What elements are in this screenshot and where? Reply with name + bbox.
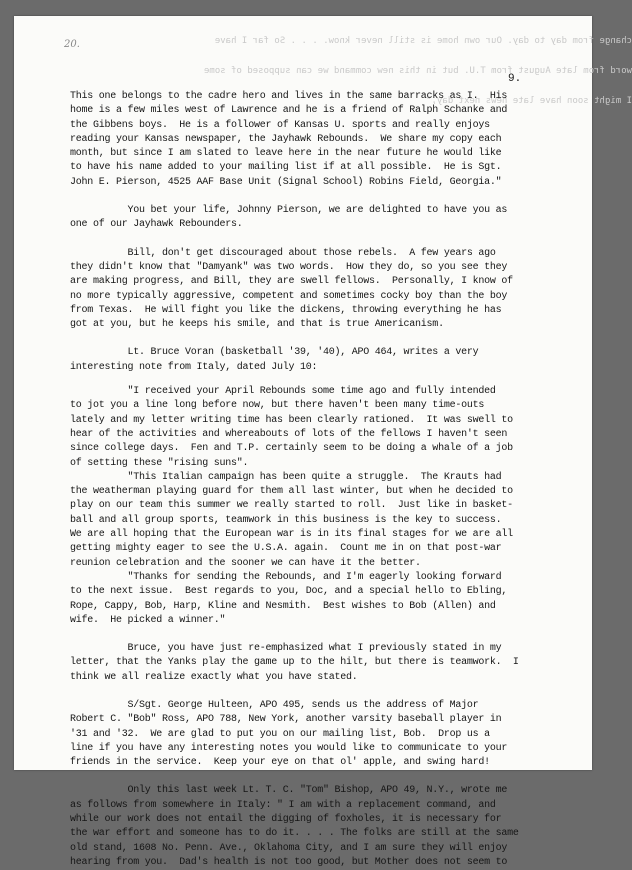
text-line: wife. He picked a winner." — [70, 614, 226, 626]
text-line: they didn't know that "Damyank" was two words. How they do, so you see they — [70, 261, 508, 273]
text-line: '31 and '32. We are glad to put you on our mailing list, Bob. Drop us a — [70, 728, 490, 740]
text-line: You bet your life, Johnny Pierson, we are delighted to have you as — [70, 205, 508, 217]
text-line: one of our Jayhawk Rebounders. — [70, 219, 243, 231]
text-line: "I received your April Rebounds some time ago and fully intended — [70, 386, 496, 398]
letter-page — [14, 16, 632, 868]
text-line: John E. Pierson, 4525 AAF Base Unit (Signal School) Robins Field, Georgia." — [70, 176, 502, 188]
text-line: the Gibbens boys. He is a follower of Kansas U. sports and really enjoys — [70, 119, 490, 131]
text-line: friends in the service. Keep your eye on that ol' apple, and swing hard! — [70, 757, 490, 769]
paragraph — [70, 247, 580, 333]
text-line: reunion celebration and the sooner we can have it the better. — [70, 557, 421, 569]
paragraph — [70, 90, 580, 190]
text-line: to the next issue. Best regards to you, Doc, and a special hello to Ebling, — [70, 586, 508, 598]
paragraph — [70, 699, 580, 770]
text-line: the weatherman playing guard for them all last winter, but when he decided to — [70, 486, 513, 498]
text-line: hearing from you. Dad's health is not too good, but Mother does not seem to — [70, 856, 508, 868]
paragraph-gap — [70, 375, 580, 385]
text-line: are making progress, and Bill, they are swell fellows. Personally, I know of — [70, 276, 513, 288]
paragraph-gap — [70, 332, 580, 346]
text-line: lately and my letter writing time has been clearly rationed. It was swell to — [70, 414, 513, 426]
text-line: letter, that the Yanks play the game up to the hilt, but there is teamwork. I — [70, 657, 519, 669]
text-line: "This Italian campaign has been quite a struggle. The Krauts had — [70, 471, 502, 483]
bleed-line: change from day to day. Our own home is still never know. . . . So far I have — [214, 36, 632, 46]
text-line: the war effort and someone has to do it. . . . The folks are still at the same — [70, 828, 519, 840]
text-line: to jot you a line long before now, but there haven't been many time-outs — [70, 400, 485, 412]
text-line: home is a few miles west of Lawrence and he is a friend of Ralph Schanke and — [70, 105, 508, 117]
bleed-line: I might soon have late news next day," — [426, 96, 632, 106]
text-line: while our work does not entail the digging of foxholes, it is necessary for — [70, 814, 502, 826]
paragraph — [70, 642, 580, 685]
text-line: old stand, 1608 No. Penn. Ave., Oklahoma City, and I am sure they will enjoy — [70, 842, 508, 854]
paragraph — [70, 385, 580, 628]
text-line: Bill, don't get discouraged about those rebels. A few years ago — [70, 247, 496, 259]
text-line: ball and all group sports, teamwork in this business is the key to success. — [70, 514, 502, 526]
text-line: of setting these "rising suns". — [70, 457, 249, 469]
text-line: to have his name added to your mailing list if at all possible. He is Sgt. — [70, 162, 502, 174]
text-line: "Thanks for sending the Rebounds, and I'm eagerly looking forward — [70, 571, 502, 583]
text-line: as follows from somewhere in Italy: " I am with a replacement command, and — [70, 799, 496, 811]
text-line: reading your Kansas newspaper, the Jayhawk Rebounds. We share my copy each — [70, 133, 502, 145]
text-line: Robert C. "Bob" Ross, APO 788, New York, another varsity baseball player in — [70, 714, 502, 726]
paragraph-gap — [70, 685, 580, 699]
text-line: since college days. Fen and T.P. certainly seem to be doing a whale of a job — [70, 443, 513, 455]
text-line: S/Sgt. George Hulteen, APO 495, sends us the address of Major — [70, 699, 479, 711]
text-line: play on our team this summer we really started to roll. Just like in basket- — [70, 500, 513, 512]
text-line: no more typically aggressive, competent and sometimes cocky boy than the boy — [70, 290, 508, 302]
paragraph-gap — [70, 770, 580, 784]
text-line: Lt. Bruce Voran (basketball '39, '40), APO 464, writes a very — [70, 347, 479, 359]
paragraph — [70, 784, 580, 870]
text-line: Only this last week Lt. T. C. "Tom" Bishop, APO 49, N.Y., wrote me — [70, 785, 508, 797]
text-line: interesting note from Italy, dated July 10: — [70, 361, 318, 373]
text-line: from Texas. He will fight you like the dickens, throwing everything he has — [70, 304, 502, 316]
paragraph — [70, 204, 580, 233]
paragraph-gap — [70, 233, 580, 247]
text-line: got at you, but he keeps his smile, and that is true Americanism. — [70, 319, 444, 331]
text-line: think we all realize exactly what you have stated. — [70, 671, 358, 683]
paragraph-gap — [70, 628, 580, 642]
page-number: 9. — [508, 73, 522, 85]
handwritten-note: 20. — [64, 39, 80, 50]
paragraph — [70, 346, 580, 375]
text-line: This one belongs to the cadre hero and lives in the same barracks as I. His — [70, 91, 508, 102]
text-line: line if you have any interesting notes you would like to communicate to your — [70, 742, 508, 754]
text-line: hear of the activities and whereabouts of lots of the fellows I haven't seen — [70, 428, 508, 440]
bleed-line: word from late August from T.U. but in this new command we can supposed of some — [203, 66, 632, 76]
text-line: month, but since I am slated to leave here in the near future he would like — [70, 148, 502, 160]
text-line: Rope, Cappy, Bob, Harp, Kline and Nesmith. Best wishes to Bob (Allen) and — [70, 600, 496, 612]
typed-body — [70, 90, 580, 870]
text-line: We are all hoping that the European war is in its final stages for we are all — [70, 529, 513, 541]
text-line: getting mighty eager to see the U.S.A. again. Count me in on that post-war — [70, 543, 502, 555]
paragraph-gap — [70, 190, 580, 204]
text-line: Bruce, you have just re-emphasized what I previously stated in my — [70, 643, 502, 655]
